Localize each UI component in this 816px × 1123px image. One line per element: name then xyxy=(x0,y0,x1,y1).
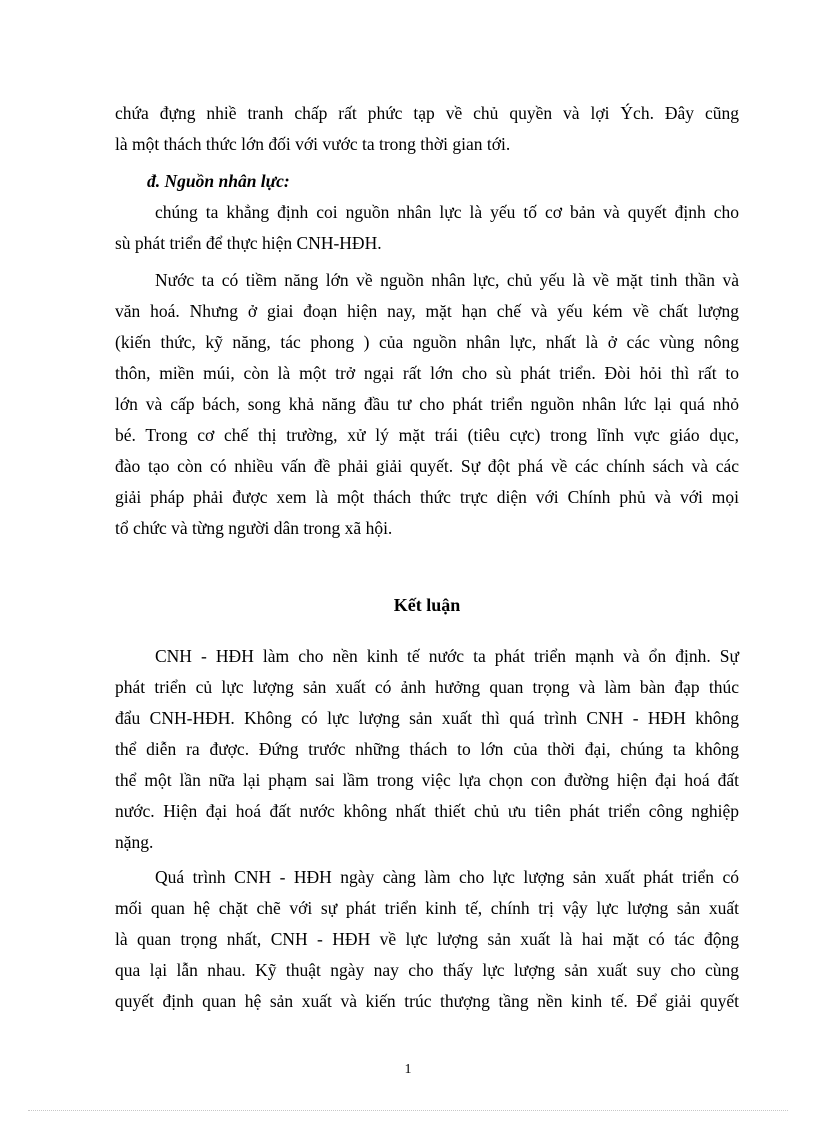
paragraph-line: nặng. xyxy=(115,832,154,852)
paragraph-line: tổ chức và từng người dân trong xã hội. xyxy=(115,518,393,538)
page-number: 1 xyxy=(404,1062,412,1077)
paragraph-line: (kiến thức, kỹ năng, tác phong ) của nguồn nhân lực, nhất là ở các vùng nông xyxy=(115,332,739,352)
paragraph-line: chúng ta khẳng định coi nguồn nhân lực là yếu tố cơ bản và quyết định cho xyxy=(155,202,739,222)
paragraph-line: sù phát triển để thực hiện CNH-HĐH. xyxy=(115,233,382,253)
paragraph-line: mối quan hệ chặt chẽ với sự phát triển kinh tế, chính trị vậy lực lượng sản xuất xyxy=(115,898,739,918)
footer-divider xyxy=(28,1110,788,1111)
conclusion-heading: Kết luận xyxy=(393,595,461,615)
paragraph-line: đẩu CNH-HĐH. Không có lực lượng sản xuất thì quá trình CNH - HĐH không xyxy=(115,708,739,728)
paragraph-line: thể một lần nữa lại phạm sai lầm trong việc lựa chọn con đường hiện đại hoá đất xyxy=(115,770,739,790)
paragraph-line: thôn, miền múi, còn là một trở ngại rất lớn cho sù phát triển. Đòi hỏi thì rất to xyxy=(115,363,739,383)
paragraph-line: là quan trọng nhất, CNH - HĐH về lực lượng sản xuất là hai mặt có tác động xyxy=(115,929,739,949)
paragraph-line: quyết định quan hệ sản xuất và kiến trúc thượng tầng nền kinh tế. Để giải quyết xyxy=(115,991,739,1011)
paragraph-line: chứa đựng nhiề tranh chấp rất phức tạp về chủ quyền và lợi Ých. Đây cũng xyxy=(115,103,739,123)
paragraph-line: lớn và cấp bách, song khả năng đầu tư cho phát triển nguồn nhân lức lại quá nhỏ xyxy=(115,394,739,414)
paragraph-line: phát triển củ lực lượng sản xuất có ảnh hưởng quan trọng và làm bàn đạp thúc xyxy=(115,677,739,697)
paragraph-line: giải pháp phải được xem là một thách thức trực diện với Chính phủ và với mọi xyxy=(115,487,739,507)
paragraph-line: Quá trình CNH - HĐH ngày càng làm cho lực lượng sản xuất phát triển có xyxy=(155,867,739,887)
paragraph-line: nước. Hiện đại hoá đất nước không nhất thiết chủ ưu tiên phát triển công nghiệp xyxy=(115,801,739,821)
paragraph-line: qua lại lẫn nhau. Kỹ thuật ngày nay cho thấy lực lượng sản xuất suy cho cùng xyxy=(115,960,739,980)
paragraph-line: là một thách thức lớn đối với vước ta trong thời gian tới. xyxy=(115,134,511,154)
paragraph-line: đào tạo còn có nhiều vấn đề phải giải quyết. Sự đột phá về các chính sách và các xyxy=(115,456,739,476)
paragraph-line: văn hoá. Nhưng ở giai đoạn hiện nay, mặt hạn chế và yếu kém về chất lượng xyxy=(115,301,739,321)
paragraph-line: Nước ta có tiềm năng lớn về nguồn nhân lực, chủ yếu là về mặt tinh thần và xyxy=(155,270,739,290)
paragraph-line: thể diễn ra được. Đứng trước những thách to lớn của thời đại, chúng ta không xyxy=(115,739,739,759)
paragraph-line: CNH - HĐH làm cho nền kinh tế nước ta phát triển mạnh và ổn định. Sự xyxy=(155,646,739,666)
section-heading: đ. Nguồn nhân lực: xyxy=(147,171,290,191)
paragraph-line: bé. Trong cơ chế thị trường, xử lý mặt trái (tiêu cực) trong lĩnh vực giáo dục, xyxy=(115,425,739,445)
